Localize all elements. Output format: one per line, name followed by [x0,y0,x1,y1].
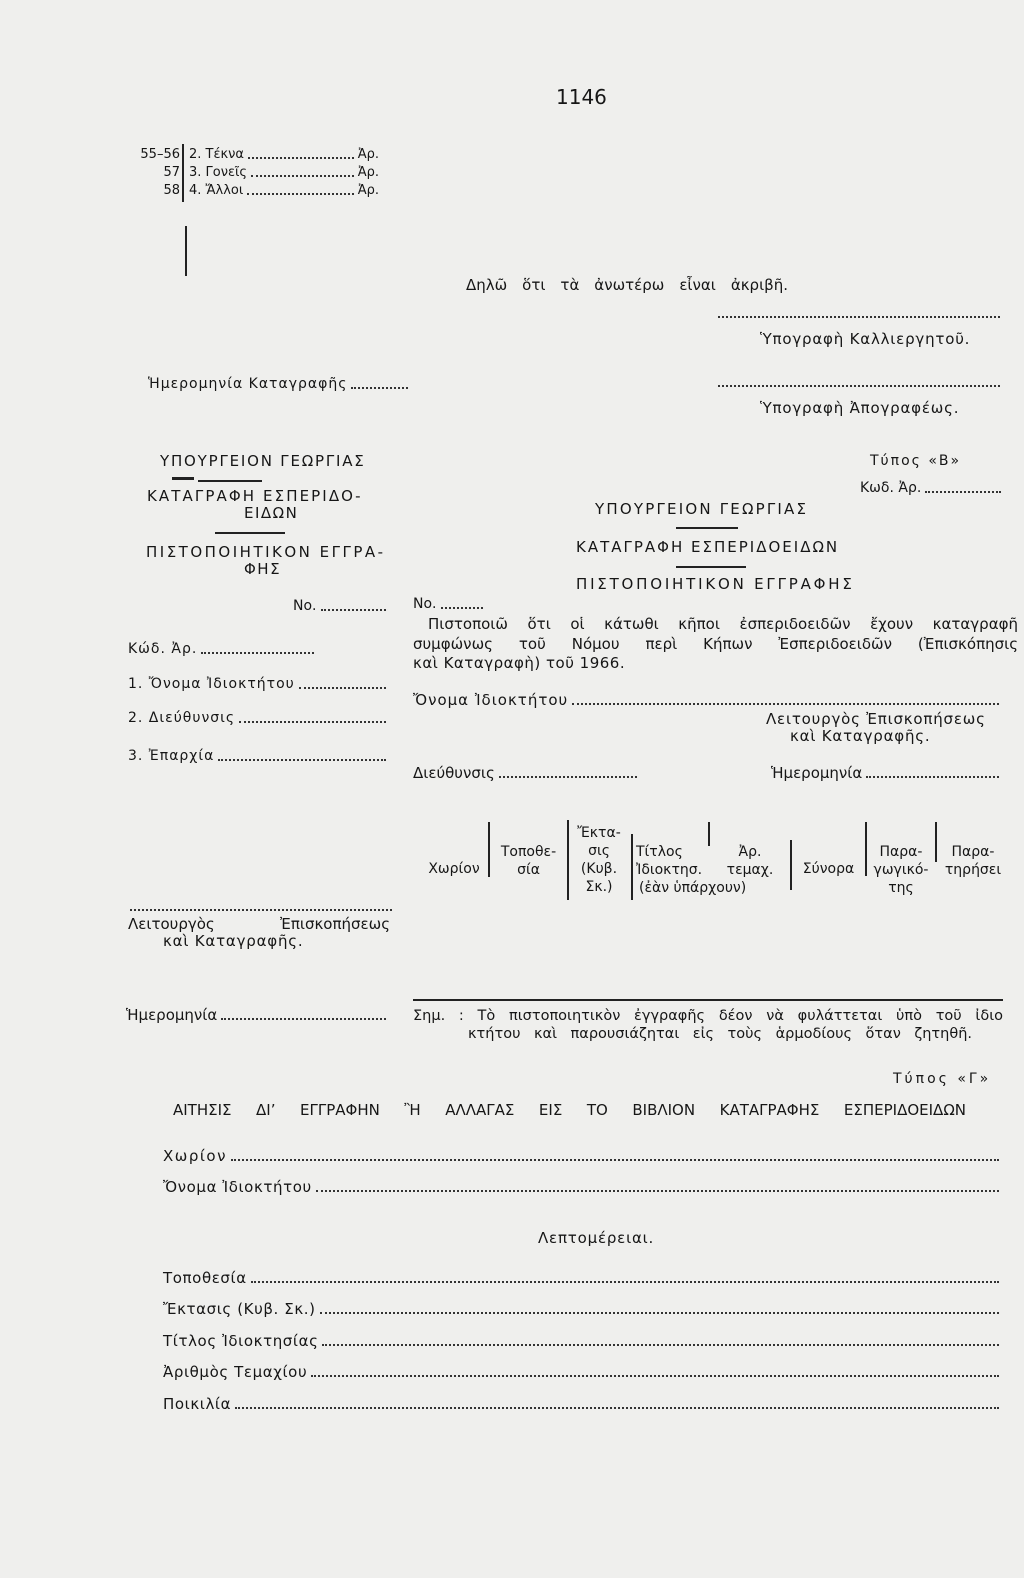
header-line: τεμαχ. [726,862,774,878]
certificate-statement-line1: Πιστοποιῶ ὅτι οἱ κάτωθι κῆποι ἐσπεριδοειδῶν ἔχουν καταγραφῆ [428,615,1018,633]
date-label: Ἡμερομηνία [126,1006,218,1024]
row-label: 3. Γονεῖς [189,165,248,180]
certificate-title: ΚΑΤΑΓΡΑΦΗ ΕΣΠΕΡΙΔΟΕΙΔΩΝ [576,538,840,556]
header-line: Τοποθε- [500,844,557,860]
enumerator-signature-label: Ὑπογραφὴ Ἀπογραφέως. [760,399,960,417]
header-line: Σύνορα [802,861,855,877]
field-label: Ὄνομα Ἰδιοκτήτου [163,1178,312,1196]
dotted-leader [221,1018,386,1020]
dotted-leader [316,1190,999,1192]
dotted-leader [322,1344,999,1346]
dotted-leader [925,491,1001,493]
application-title-deed-row [163,1333,1003,1350]
header-line: της [888,880,914,896]
form-type-c: Τύπος «Γ» [893,1071,992,1087]
counterfoil-title-line2: ΕΙΔΩΝ [244,504,299,522]
certificate-number-row [413,596,487,613]
dotted-leader [351,387,408,389]
dotted-leader [321,609,387,611]
header-line: σία [517,862,540,878]
counterfoil-officer-line2: καὶ Καταγραφῆς. [163,932,304,950]
header-line: Ἰδιοκτησ. [636,862,703,878]
header-line: (Κυβ. [580,861,618,877]
field-label: Ἔκτασις (Κυβ. Σκ.) [163,1300,316,1318]
counterfoil-province-row [128,748,390,765]
dotted-leader [572,703,999,705]
row-label: 4. Ἄλλοι [189,183,244,198]
field-label: 1. Ὄνομα Ἰδιοκτήτου [128,676,295,692]
certificate-date-row [771,765,1003,782]
declaration-text: Δηλῶ ὅτι τὰ ἀνωτέρω εἶναι ἀκριβῆ. [466,276,788,294]
table-header-village [420,860,488,878]
counterfoil-date-row [126,1007,390,1024]
certificate-address-row [413,765,641,782]
field-label: 3. Ἐπαρχία [128,748,215,764]
header-line: σις [588,843,610,859]
table-column-line [935,822,937,862]
table-header-productivity [867,843,935,897]
heading-rule [676,527,738,529]
counterfoil-ministry: ΥΠΟΥΡΓΕΙΟΝ ΓΕΩΡΓΙΑΣ [160,452,366,470]
number-label: Νο. [293,598,317,614]
cultivator-signature-label: Ὑπογραφὴ Καλλιεργητοῦ. [760,330,971,348]
application-variety-row [163,1396,1003,1413]
certificate-subtitle: ΠΙΣΤΟΠΟΙΗΤΙΚΟΝ ΕΓΓΡΑΦΗΣ [576,575,855,593]
certificate-officer-line1: Λειτουργὸς Ἐπισκοπήσεως [766,710,986,728]
heading-rule [198,480,262,482]
header-line: (ἐὰν ὑπάρχουν) [639,880,747,896]
header-line: Παρα- [879,844,923,860]
certificate-note-line2: κτήτου καὶ παρουσιάζηται εἰς τοὺς ἁρμοδίους ὅταν ζητηθῆ. [468,1026,972,1042]
counterfoil-owner-row [128,676,390,693]
line-code: 57 [163,165,180,180]
dotted-leader [311,1375,999,1377]
header-line: γωγικό- [873,862,929,878]
address-label: Διεύθυνσις [413,764,495,782]
application-title: ΑΙΤΗΣΙΣ ΔΙ’ ΕΓΓΡΑΦΗΝ Ἢ ΑΛΛΑΓΑΣ ΕΙΣ ΤΟ ΒΙΒΛΙΟΝ ΚΑΤΑΓΡΑΦΗΣ ΕΣΠΕΡΙΔΟΕΙΔΩΝ [173,1101,966,1119]
date-label: Ἡμερομηνία [771,764,863,782]
registration-date-row [148,376,412,393]
row-label: 2. Τέκνα [189,147,244,162]
application-area-row [163,1301,1003,1318]
children-list-row [189,164,379,181]
counterfoil-cert-line1: ΠΙΣΤΟΠΟΙΗΤΙΚΟΝ ΕΓΓΡΑ- [146,543,386,561]
counterfoil-number-row [293,598,390,615]
row-suffix: Ἀρ. [357,147,379,162]
table-header-location [490,843,567,879]
table-header-plot-number [712,843,788,879]
owner-label: Ὄνομα Ἰδιοκτήτου [413,691,569,709]
certificate-owner-row [413,692,1003,709]
header-line: τηρήσει [944,862,1002,878]
line-code: 58 [163,183,180,198]
counterfoil-address-row [128,710,390,727]
signature-dotted-line [130,909,392,911]
table-column-line [631,834,633,900]
header-line: Τίτλος [636,844,683,860]
dotted-leader [235,1407,999,1409]
code-label: Κωδ. Ἀρ. [860,480,922,496]
line-code: 55–56 [140,147,180,162]
dotted-leader [251,175,354,177]
application-location-row [163,1270,1003,1287]
children-list-row [189,182,379,199]
application-village-row [163,1148,1003,1165]
dotted-leader [231,1159,999,1161]
counterfoil-officer-line1: Λειτουργὸς Ἐπισκοπήσεως [128,915,390,933]
details-heading: Λεπτομέρειαι. [538,1229,655,1247]
signature-dotted-line [718,385,1000,387]
counterfoil-code-row [128,641,318,658]
field-label: Ποικιλία [163,1395,232,1413]
dotted-leader [499,776,637,778]
dotted-leader [201,652,314,654]
dotted-leader [320,1312,999,1314]
number-label: Νο. [413,596,437,612]
header-line: Παρα- [951,844,995,860]
table-header-area [568,824,630,896]
certificate-statement-line2: συμφώνως τοῦ Νόμου περὶ Κήπων Ἐσπεριδοειδῶν (Ἐπισκόπησις [413,635,1018,653]
children-list-row [189,146,379,163]
header-line: Ἔκτα- [577,825,621,841]
dotted-leader [251,1281,999,1283]
row-suffix: Ἀρ. [357,183,379,198]
page-number: 1146 [556,85,607,109]
dotted-leader [218,759,386,761]
field-label: Χωρίον [163,1147,227,1165]
code-label: Κώδ. Ἀρ. [128,641,198,657]
signature-dotted-line [718,316,1000,318]
heading-rule [215,532,285,534]
dotted-leader [239,721,386,723]
dotted-leader [248,157,354,159]
counterfoil-title-line1: ΚΑΤΑΓΡΑΦΗ ΕΣΠΕΡΙΔΟ- [147,487,363,505]
dotted-leader [866,776,999,778]
application-owner-row [163,1179,1003,1196]
certificate-officer-line2: καὶ Καταγραφῆς. [790,727,931,745]
certificate-note-line1: Σημ. : Τὸ πιστοποιητικὸν ἐγγραφῆς δέον νὰ φυλάττεται ὑπὸ τοῦ ἰδιο [413,1008,1003,1024]
dotted-leader [299,687,386,689]
row-suffix: Ἀρ. [357,165,379,180]
dotted-leader [441,607,484,609]
certificate-code-row [860,480,1005,497]
rule-mark [172,477,194,480]
application-plot-number-row [163,1364,1003,1381]
counterfoil-cert-line2: ΦΗΣ [244,560,282,578]
certificate-statement-line3: καὶ Καταγραφὴ) τοῦ 1966. [413,654,626,672]
field-label: 2. Διεύθυνσις [128,710,236,726]
certificate-ministry: ΥΠΟΥΡΓΕΙΟΝ ΓΕΩΡΓΙΑΣ [595,500,809,518]
header-line: Ἀρ. [738,844,762,860]
code-divider-line [182,144,184,202]
field-label: Ἀριθμὸς Τεμαχίου [163,1363,308,1381]
form-type-b: Τύπος «Β» [870,453,962,469]
field-label: Τίτλος Ἰδιοκτησίας [163,1332,319,1350]
heading-rule [676,566,746,568]
table-bottom-rule [413,999,1003,1001]
header-line: Σκ.) [585,879,613,895]
margin-line [185,226,187,276]
header-line: Χωρίον [428,861,480,877]
dotted-leader [247,193,353,195]
table-header-remarks [938,843,1008,879]
table-column-line [708,822,710,846]
registration-date-label: Ἡμερομηνία Καταγραφῆς [148,376,348,392]
field-label: Τοποθεσία [163,1269,247,1287]
table-header-boundaries [792,860,865,878]
